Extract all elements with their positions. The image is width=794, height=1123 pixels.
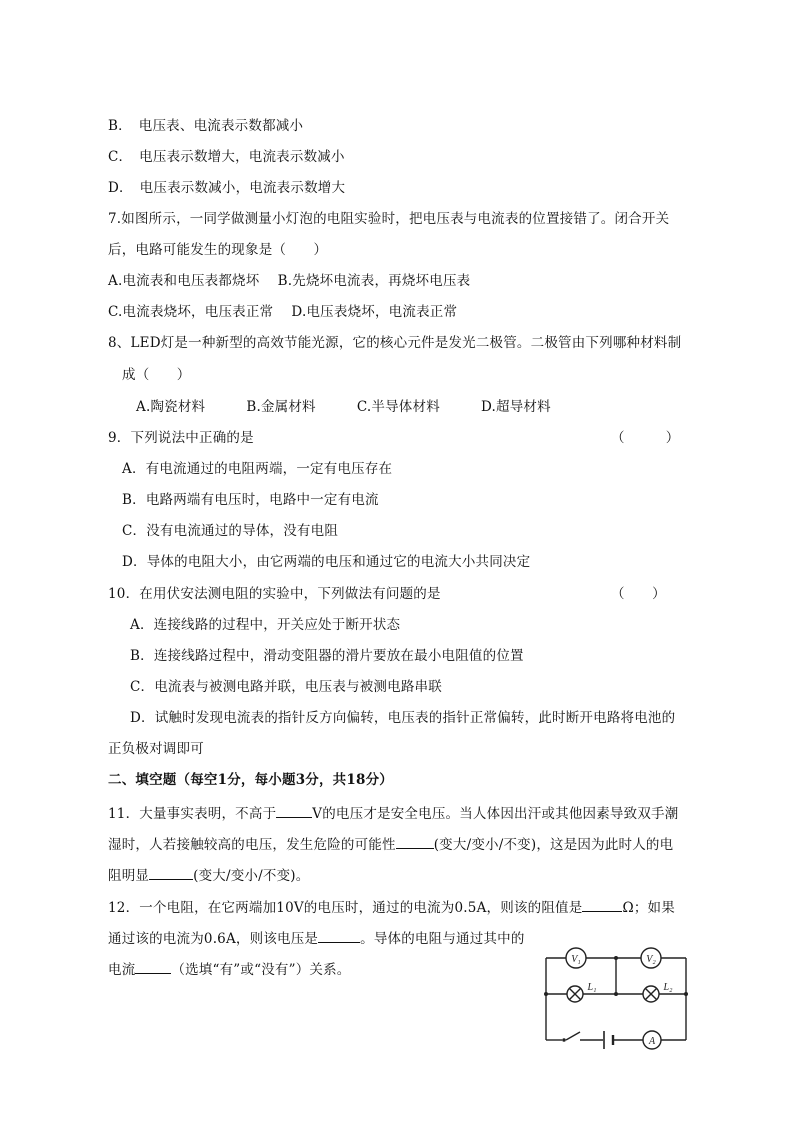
q12-line2 bbox=[108, 928, 525, 948]
q9-stem: 9．下列说法中正确的是 bbox=[108, 430, 254, 446]
switch-blade bbox=[566, 1032, 580, 1040]
q6-option-b: B． 电压表、电流表示数都减小 bbox=[108, 118, 304, 134]
q9-option-d: D．导体的电阻大小，由它两端的电压和通过它的电流大小共同决定 bbox=[122, 554, 531, 570]
q7-stem-line2: 后，电路可能发生的现象是（ ） bbox=[108, 242, 328, 258]
q6-option-c: C． 电压表示数增大，电流表示数减小 bbox=[108, 149, 345, 165]
q11-line2 bbox=[108, 834, 673, 854]
q11-text-b: V的电压才是安全电压。当人体因出汗或其他因素导致双手潮 bbox=[312, 806, 679, 822]
q11-line1 bbox=[108, 803, 678, 823]
lamp-l1-label: L₁ bbox=[587, 982, 597, 993]
section-heading-fill-blank: 二、填空题（每空1分，每小题3分，共18分） bbox=[108, 772, 393, 788]
q11-text-d: (变大/变小/不变)，这是因为此时人的电 bbox=[433, 837, 674, 853]
q11-text-e: 阻明显 bbox=[108, 868, 150, 884]
q12-line1 bbox=[108, 897, 675, 917]
q10-answer-paren: （ ） bbox=[611, 586, 666, 602]
q9-answer-paren: （ ） bbox=[611, 430, 680, 446]
q12-text-a: 12．一个电阻，在它两端加10V的电压时，通过的电流为0.5A，则该的阻值是 bbox=[108, 900, 583, 916]
q10-option-a: A．连接线路的过程中，开关应处于断开状态 bbox=[130, 617, 401, 633]
ammeter-label: A bbox=[648, 1036, 656, 1047]
q11-blank-3[interactable] bbox=[149, 865, 193, 880]
q11-blank-2[interactable] bbox=[396, 834, 434, 849]
q12-text-c: 通过该的电流为0.6A，则该电压是 bbox=[108, 931, 319, 947]
q9-option-c: C．没有电流通过的导体，没有电阻 bbox=[122, 523, 339, 539]
q7-stem-line1: 7.如图所示，一同学做测量小灯泡的电阻实验时，把电压表与电流表的位置接错了。闭合开关 bbox=[108, 211, 670, 227]
lamp-l2-label: L₂ bbox=[663, 982, 673, 993]
junction-left bbox=[544, 992, 548, 996]
q12-line3 bbox=[108, 959, 351, 979]
circuit-diagram bbox=[536, 940, 696, 1055]
q12-blank-2[interactable] bbox=[318, 928, 360, 943]
q12-text-f: （选填“有”或“没有”）关系。 bbox=[171, 962, 351, 978]
junction-center-mid bbox=[614, 992, 618, 996]
junction-right bbox=[684, 992, 688, 996]
q12-blank-3[interactable] bbox=[135, 959, 171, 974]
q7-options-cd: C.电流表烧坏，电压表正常 D.电压表烧坏，电流表正常 bbox=[108, 304, 458, 320]
q10-option-c: C．电流表与被测电路并联，电压表与被测电路串联 bbox=[130, 679, 442, 695]
q7-options-ab: A.电流表和电压表都烧坏 B.先烧坏电流表，再烧坏电压表 bbox=[108, 273, 471, 289]
q10-option-b: B．连接线路过程中，滑动变阻器的滑片要放在最小电阻值的位置 bbox=[130, 648, 524, 664]
q11-blank-1[interactable] bbox=[276, 803, 312, 818]
q6-option-d: D． 电压表示数减小，电流表示数增大 bbox=[108, 180, 346, 196]
q11-line3 bbox=[108, 865, 309, 885]
q9-option-b: B．电路两端有电压时，电路中一定有电流 bbox=[122, 492, 379, 508]
q8-options: A.陶瓷材料 B.金属材料 C.半导体材料 D.超导材料 bbox=[136, 399, 551, 415]
q8-stem-line2: 成（ ） bbox=[122, 367, 191, 383]
q8-stem-line1: 8、LED灯是一种新型的高效节能光源，它的核心元件是发光二极管。二极管由下列哪种材料制 bbox=[108, 335, 682, 351]
voltmeter-v1-label: V₁ bbox=[571, 954, 581, 965]
q12-text-e: 电流 bbox=[108, 962, 136, 978]
q9-option-a: A．有电流通过的电阻两端，一定有电压存在 bbox=[122, 461, 393, 477]
q11-text-f: (变大/变小/不变)。 bbox=[193, 868, 310, 884]
q11-text-c: 湿时，人若接触较高的电压，发生危险的可能性 bbox=[108, 837, 396, 853]
q10-option-d-line1: D．试触时发现电流表的指针反方向偏转，电压表的指针正常偏转，此时断开电路将电池的 bbox=[130, 710, 676, 726]
q10-stem: 10．在用伏安法测电阻的实验中，下列做法有问题的是 bbox=[108, 586, 441, 602]
q10-option-d-line2: 正负极对调即可 bbox=[108, 741, 204, 757]
q12-text-d: 。导体的电阻与通过其中的 bbox=[360, 931, 525, 947]
q12-text-b: Ω；如果 bbox=[622, 900, 675, 916]
q11-text-a: 11．大量事实表明，不高于 bbox=[108, 806, 277, 822]
junction-center-top bbox=[614, 956, 618, 960]
q12-blank-1[interactable] bbox=[582, 897, 622, 912]
voltmeter-v2-label: V₂ bbox=[646, 954, 656, 965]
switch-pivot bbox=[562, 1038, 566, 1042]
